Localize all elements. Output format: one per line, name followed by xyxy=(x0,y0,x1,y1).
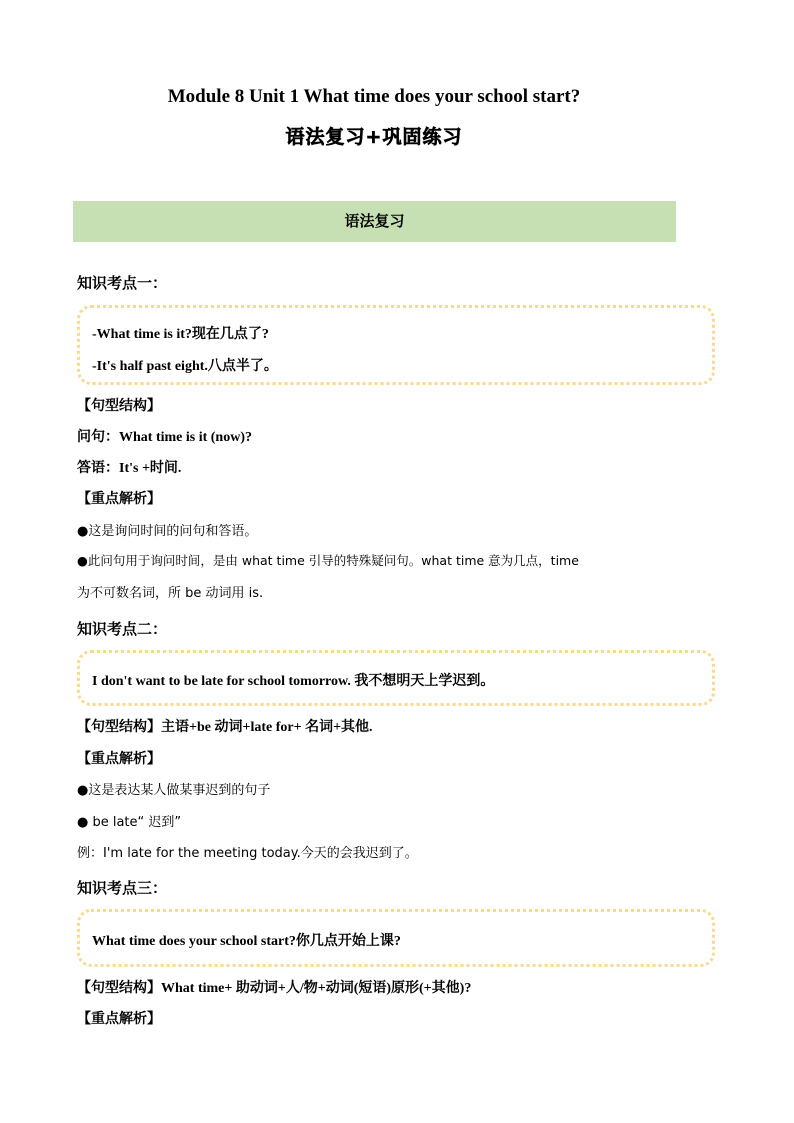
point2-structure: 【句型结构】主语+be 动词+late for+ 名词+其他. xyxy=(77,720,373,735)
point2-bullet-1: ●这是表达某人做某事迟到的句子 xyxy=(77,783,271,798)
point1-answer: 答语：It's +时间. xyxy=(77,461,182,476)
document-title: Module 8 Unit 1 What time does your school start? xyxy=(167,86,581,107)
point1-bullet-2b: 为不可数名词，所 be 动词用 is. xyxy=(77,586,264,601)
point1-question: 问句：What time is it (now)? xyxy=(77,430,252,445)
point1-analysis-label: 【重点解析】 xyxy=(77,492,161,507)
section-header-label: 语法复习 xyxy=(344,212,405,230)
point3-example-box xyxy=(77,909,715,967)
point2-analysis-label: 【重点解析】 xyxy=(77,752,161,767)
point2-box-line: I don't want to be late for school tomorrow. 我不想明天上学迟到。 xyxy=(92,674,495,689)
point1-example-box xyxy=(77,305,715,385)
point3-analysis-label: 【重点解析】 xyxy=(77,1012,161,1027)
section-header-bar xyxy=(73,201,676,242)
point1-structure-label: 【句型结构】 xyxy=(77,399,161,414)
point3-box-line: What time does your school start?你几点开始上课? xyxy=(92,934,401,949)
point1-box-line-2: -It's half past eight.八点半了。 xyxy=(92,359,278,374)
point1-box-line-1: -What time is it?现在几点了? xyxy=(92,327,269,342)
point1-heading: 知识考点一： xyxy=(77,274,168,292)
point1-bullet-1: ●这是询问时间的问句和答语。 xyxy=(77,524,258,539)
point3-heading: 知识考点三： xyxy=(77,879,168,897)
document-subtitle: 语法复习+巩固练习 xyxy=(285,126,463,148)
point2-heading: 知识考点二： xyxy=(77,620,168,638)
point2-example-box xyxy=(77,650,715,706)
point2-example: 例：I'm late for the meeting today.今天的会我迟到了。 xyxy=(77,846,418,861)
point2-bullet-2: ● be late“ 迟到” xyxy=(77,815,182,830)
point1-bullet-2a: ●此问句用于询问时间，是由 what time 引导的特殊疑问句。what time 意为几点，time xyxy=(77,553,579,568)
point3-structure: 【句型结构】What time+ 助动词+人/物+动词(短语)原形(+其他)? xyxy=(77,981,472,996)
